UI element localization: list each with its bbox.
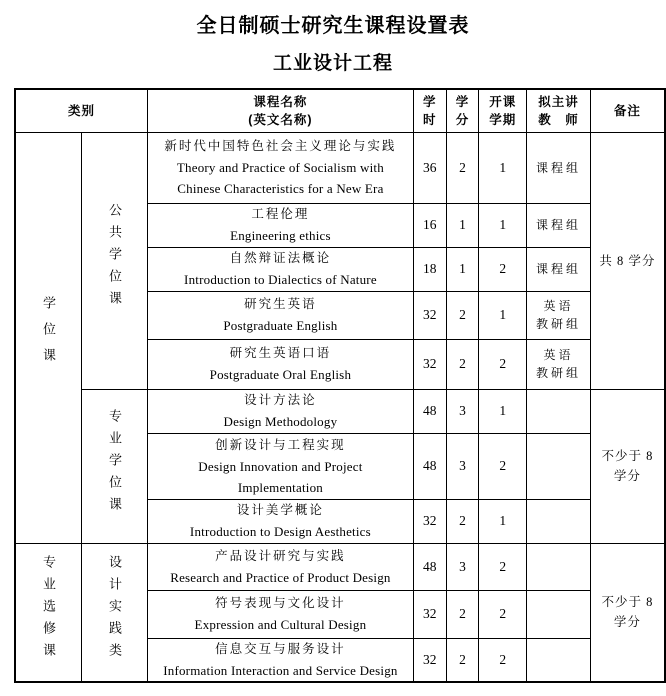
- remark-public-degree: 共 8 学分: [590, 132, 665, 389]
- semester-cell: 2: [479, 543, 527, 590]
- course-name-zh: 信息交互与服务设计: [215, 641, 346, 656]
- course-name-cell: [148, 247, 414, 291]
- col-header-course-name-en: (英文名称): [248, 112, 313, 127]
- category-professional-degree: [82, 389, 148, 543]
- course-name-zh: 新时代中国特色社会主义理论与实践: [164, 139, 397, 153]
- category-elective-courses: [15, 543, 82, 682]
- hours-cell: 36: [413, 132, 446, 203]
- teacher-cell: 英语 教研组: [527, 291, 591, 339]
- credits-cell: 2: [446, 132, 479, 203]
- hours-cell: 16: [413, 203, 446, 247]
- teacher-cell: [527, 389, 591, 433]
- teacher-cell: 英语 教研组: [527, 339, 591, 389]
- semester-cell: 1: [479, 389, 527, 433]
- credits-cell: 3: [446, 543, 479, 590]
- hours-cell: 18: [413, 247, 446, 291]
- page-subtitle: 工业设计工程: [272, 53, 393, 74]
- hours-cell: 48: [413, 543, 446, 590]
- teacher-cell: 课程组: [527, 203, 591, 247]
- remark-professional-degree: 不少于 8 学分: [590, 389, 665, 543]
- col-header-hours: 学 时: [413, 89, 446, 132]
- course-name-en: Postgraduate English: [223, 318, 338, 333]
- course-name-zh: 设计美学概论: [236, 503, 324, 517]
- credits-cell: 2: [446, 291, 479, 339]
- course-name-cell: [148, 499, 414, 543]
- course-name-cell: [148, 590, 414, 638]
- hours-cell: 32: [413, 638, 446, 682]
- course-name-cell: [148, 339, 414, 389]
- course-name-cell: [148, 543, 414, 590]
- semester-cell: 2: [479, 247, 527, 291]
- hours-cell: 32: [413, 499, 446, 543]
- course-name-cell: [148, 291, 414, 339]
- teacher-cell: 课程组: [527, 132, 591, 203]
- course-name-zh: 符号表现与文化设计: [215, 596, 346, 610]
- hours-cell: 48: [413, 433, 446, 499]
- credits-cell: 2: [446, 499, 479, 543]
- course-name-cell: [148, 638, 414, 682]
- credits-cell: 2: [446, 638, 479, 682]
- course-table: [14, 88, 666, 683]
- course-name-en: Research and Practice of Product Design: [170, 569, 391, 585]
- course-name-cell: [148, 389, 414, 433]
- teacher-cell: [527, 433, 591, 499]
- course-name-en: Chinese Characteristics for a New Era: [177, 181, 384, 196]
- course-name-zh: 设计方法论: [244, 393, 317, 407]
- header-row: [15, 89, 665, 132]
- category-degree-courses: [15, 132, 82, 543]
- teacher-cell: 课程组: [527, 247, 591, 291]
- col-header-teacher: 拟主讲 教 师: [527, 89, 591, 132]
- credits-cell: 3: [446, 389, 479, 433]
- hours-cell: 48: [413, 389, 446, 433]
- credits-cell: 3: [446, 433, 479, 499]
- remark-elective: 不少于 8 学分: [590, 543, 665, 682]
- course-name-zh: 工程伦理: [251, 207, 310, 221]
- course-name-zh: 自然辩证法概论: [229, 251, 332, 265]
- page-title: 全日制硕士研究生课程设置表: [196, 15, 470, 37]
- col-header-remarks: 备注: [590, 89, 665, 132]
- category-public-degree-label: 公共学位课: [107, 203, 122, 313]
- course-name-zh: 研究生英语口语: [229, 346, 332, 360]
- semester-cell: 1: [479, 203, 527, 247]
- course-name-en: Introduction to Dialectics of Nature: [184, 272, 377, 287]
- course-name-cell: [148, 132, 414, 203]
- teacher-cell: [527, 638, 591, 682]
- teacher-cell: [527, 590, 591, 638]
- semester-cell: 1: [479, 291, 527, 339]
- category-degree-label: 学位课: [41, 296, 56, 374]
- course-name-en: Design Innovation and Project: [198, 458, 363, 474]
- course-name-zh: 研究生英语: [244, 297, 317, 311]
- course-name-en: Expression and Cultural Design: [194, 617, 367, 632]
- course-name-en: Information Interaction and Service Design: [163, 662, 398, 678]
- course-name-en: Theory and Practice of Socialism with: [176, 160, 384, 175]
- course-name-en: Introduction to Design Aesthetics: [189, 524, 371, 539]
- teacher-cell: [527, 543, 591, 590]
- credits-cell: 1: [446, 247, 479, 291]
- col-header-course-name-zh: 课程名称: [253, 94, 308, 109]
- course-name-zh: 创新设计与工程实现: [215, 437, 346, 452]
- col-header-credits: 学 分: [446, 89, 479, 132]
- category-elective-label: 专业选修课: [41, 554, 56, 665]
- hours-cell: 32: [413, 291, 446, 339]
- category-professional-degree-label: 专业学位课: [107, 408, 122, 519]
- course-name-cell: [148, 203, 414, 247]
- col-header-semester: 开课 学期: [479, 89, 527, 132]
- course-name-cell: [148, 433, 414, 499]
- semester-cell: 2: [479, 638, 527, 682]
- semester-cell: 2: [479, 590, 527, 638]
- semester-cell: 2: [479, 433, 527, 499]
- col-header-category: 类别: [15, 89, 148, 132]
- category-design-practice-label: 设计实践类: [107, 554, 122, 665]
- document: [0, 14, 666, 696]
- credits-cell: 2: [446, 339, 479, 389]
- table-row: [15, 389, 665, 433]
- hours-cell: 32: [413, 339, 446, 389]
- credits-cell: 2: [446, 590, 479, 638]
- course-name-en: Postgraduate Oral English: [209, 367, 352, 382]
- teacher-cell: [527, 499, 591, 543]
- hours-cell: 32: [413, 590, 446, 638]
- semester-cell: 1: [479, 499, 527, 543]
- category-public-degree: [82, 132, 148, 389]
- category-design-practice: [82, 543, 148, 682]
- table-row: [15, 132, 665, 203]
- course-name-en: Implementation: [237, 479, 323, 495]
- semester-cell: 1: [479, 132, 527, 203]
- col-header-course-name: [148, 89, 414, 132]
- course-name-en: Design Methodology: [223, 414, 338, 429]
- credits-cell: 1: [446, 203, 479, 247]
- course-name-en: Engineering ethics: [230, 228, 331, 243]
- semester-cell: 2: [479, 339, 527, 389]
- table-row: [15, 543, 665, 590]
- course-name-zh: 产品设计研究与实践: [215, 548, 346, 563]
